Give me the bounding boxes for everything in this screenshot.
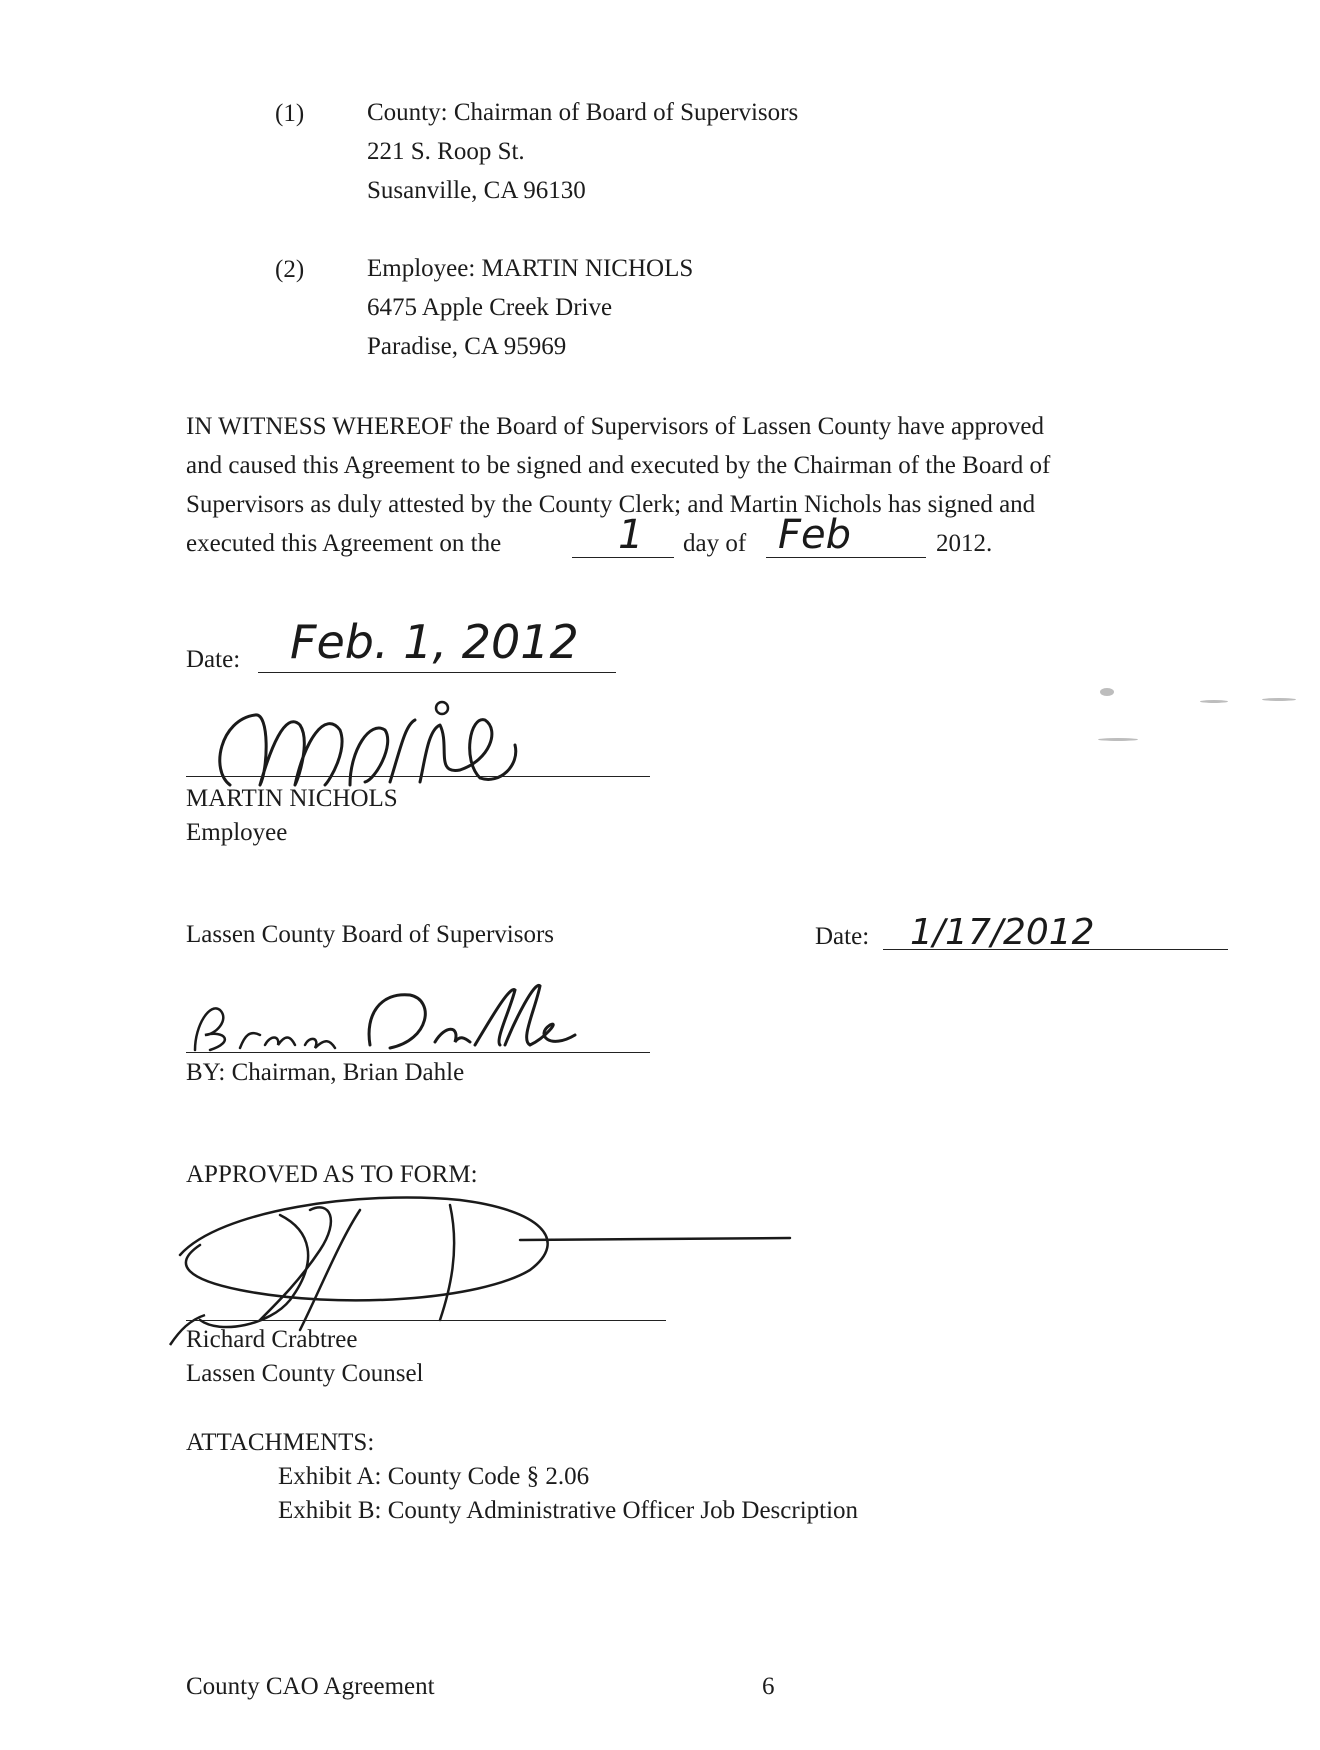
scan-speck (1098, 738, 1138, 741)
counsel-role: Lassen County Counsel (186, 1360, 424, 1387)
address-2-line: Paradise, CA 95969 (367, 333, 567, 360)
address-1 (367, 93, 798, 210)
board-signature-image (190, 980, 610, 1060)
month-handwritten: Feb (778, 512, 852, 558)
footer-page-number: 6 (762, 1673, 775, 1700)
approved-heading: APPROVED AS TO FORM: (186, 1161, 478, 1188)
employee-date-line (258, 672, 616, 673)
address-2 (367, 249, 693, 366)
employee-name: MARTIN NICHOLS (186, 785, 398, 812)
attachment-item: Exhibit B: County Administrative Officer Job Description (278, 1497, 859, 1524)
attachments-heading: ATTACHMENTS: (186, 1429, 375, 1456)
witness-line-2: and caused this Agreement to be signed and executed by the Chairman of the Board of (186, 452, 1051, 479)
witness-line-3: Supervisors as duly attested by the County Clerk; and Martin Nichols has signed and (186, 491, 1036, 518)
witness-line-4: executed this Agreement on the (186, 530, 502, 557)
counsel-name: Richard Crabtree (186, 1326, 358, 1353)
employee-signature-line (186, 776, 650, 777)
witness-line-1: IN WITNESS WHEREOF the Board of Supervisors of Lassen County have approved (186, 413, 1044, 440)
board-by-line: BY: Chairman, Brian Dahle (186, 1059, 465, 1086)
employee-role: Employee (186, 819, 288, 846)
address-2-line: Employee: MARTIN NICHOLS (367, 255, 694, 282)
witness-day-of: day of (683, 530, 747, 557)
footer-title: County CAO Agreement (186, 1673, 435, 1700)
employee-date-label: Date: (186, 646, 241, 673)
scan-speck (1200, 700, 1228, 703)
address-1-line: 221 S. Roop St. (367, 138, 525, 165)
address-1-line: County: Chairman of Board of Supervisors (367, 99, 799, 126)
day-handwritten: 1 (618, 512, 644, 558)
board-date-label: Date: (815, 923, 870, 950)
scan-speck (1100, 688, 1114, 696)
witness-year: 2012. (936, 530, 993, 557)
board-org: Lassen County Board of Supervisors (186, 921, 555, 948)
address-1-line: Susanville, CA 96130 (367, 177, 586, 204)
attachment-item: Exhibit A: County Code § 2.06 (278, 1463, 590, 1490)
address-2-line: 6475 Apple Creek Drive (367, 294, 613, 321)
board-date-handwritten: 1/17/2012 (910, 912, 1095, 953)
address-2-number: (2) (275, 256, 305, 283)
scan-speck (1262, 698, 1296, 701)
address-1-number: (1) (275, 100, 305, 127)
employee-date-handwritten: Feb. 1, 2012 (290, 615, 579, 669)
